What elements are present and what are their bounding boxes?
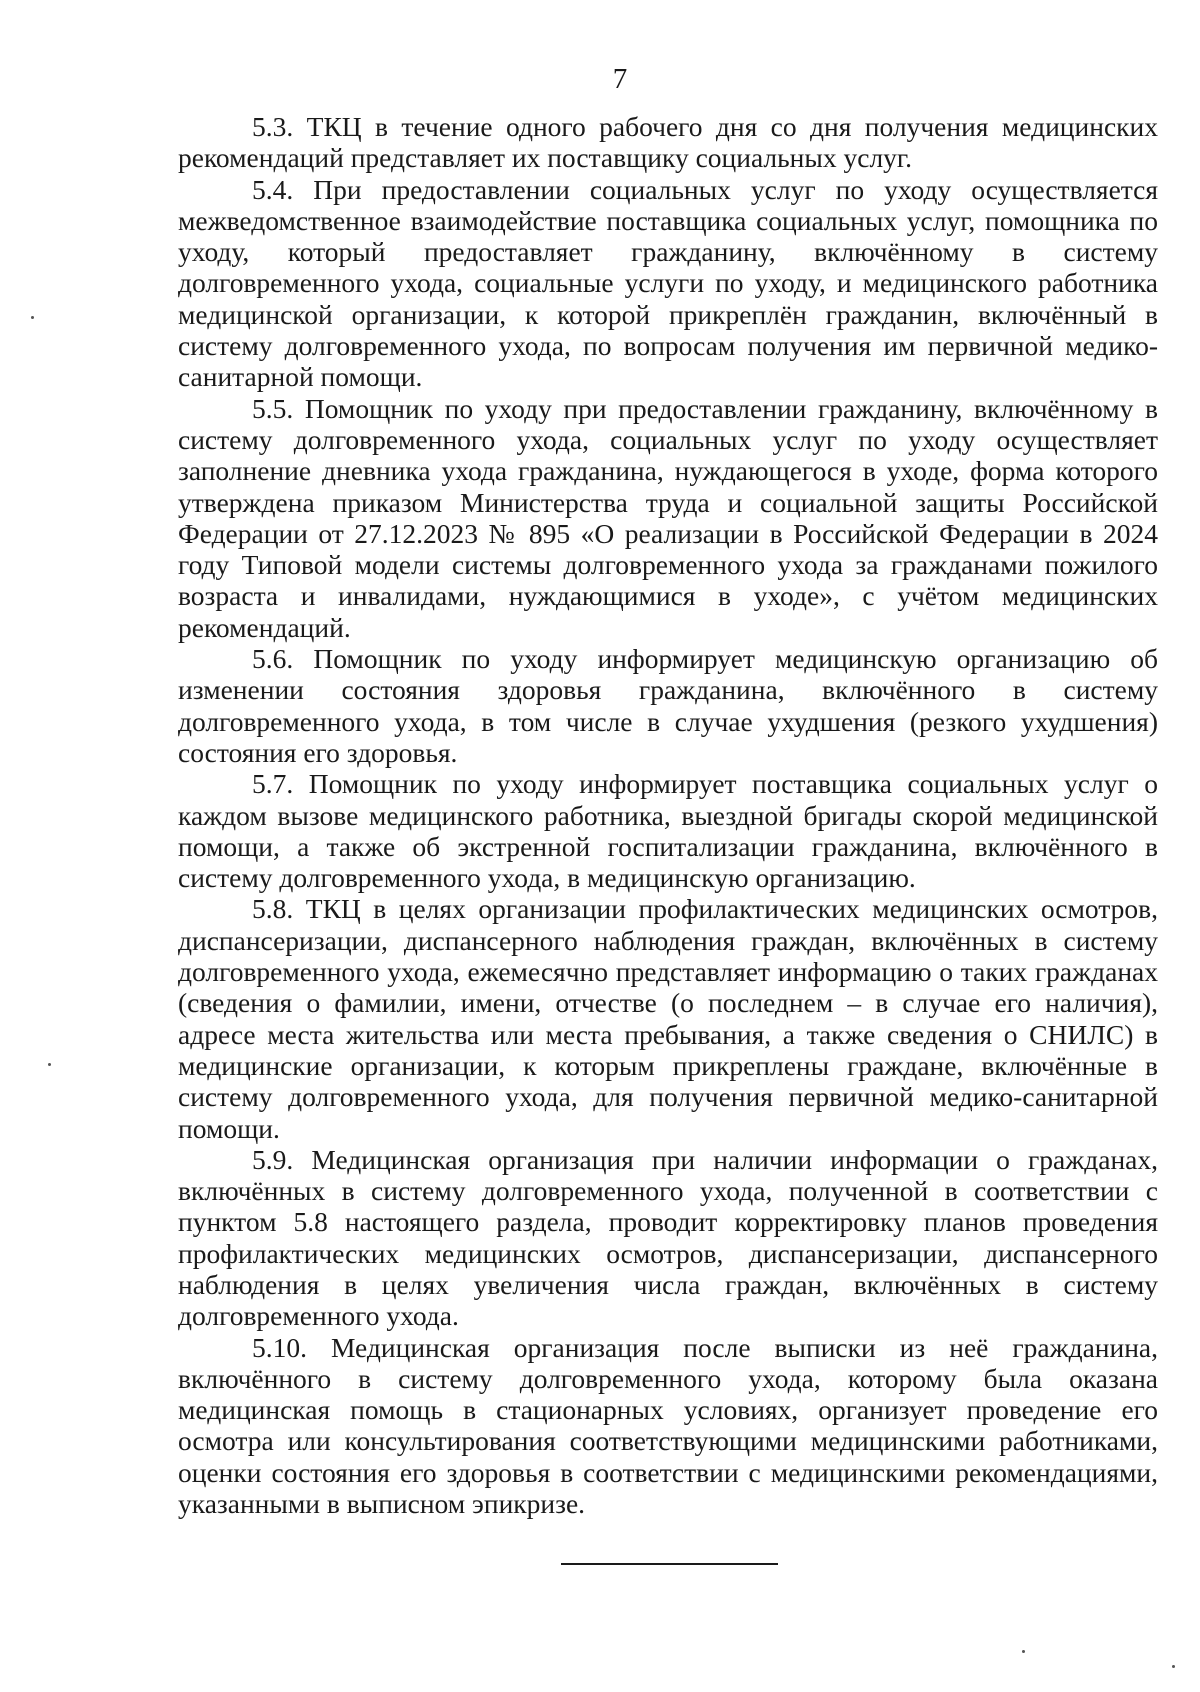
scan-speck <box>1172 1665 1175 1668</box>
scan-speck <box>31 316 34 319</box>
paragraph-5-4: 5.4. При предоставлении социальных услуг по уходу осуществляется межведомственное взаимодействие поставщика социальных услуг, помощника по уходу, который предоставляет гражданину, включённому в систему долговременного ухода, социальные услуги по уходу, и медицинского работника медицинской организации, к которой прикреплён гражданин, включённый в систему долговременного ухода, по вопросам получения им первичной медико-санитарной помощи. <box>178 173 1158 393</box>
paragraph-5-5: 5.5. Помощник по уходу при предоставлении гражданину, включённому в систему долговременного ухода, социальных услуг по уходу осуществляет заполнение дневника ухода гражданина, нуждающегося в уходе, форма которого утверждена приказом Министерства труда и социальной защиты Российской Федерации от 27.12.2023 № 895 «О реализации в Российской Федерации в 2024 году Типовой модели системы долговременного ухода за гражданами пожилого возраста и инвалидами, нуждающимися в уходе», с учётом медицинских рекомендаций. <box>178 392 1158 643</box>
paragraph-5-6: 5.6. Помощник по уходу информирует медицинскую организацию об изменении состояния здоровья гражданина, включённого в систему долговременного ухода, в том числе в случае ухудшения (резкого ухудшения) состояния его здоровья. <box>178 643 1158 768</box>
paragraph-5-8: 5.8. ТКЦ в целях организации профилактических медицинских осмотров, диспансеризации, диспансерного наблюдения граждан, включённых в систему долговременного ухода, ежемесячно представляет информацию о таких гражданах (сведения о фамилии, имени, отчестве (о последнем – в случае его наличия), адресе места жительства или места пребывания, а также сведения о СНИЛС) в медицинские организации, к которым прикреплены граждане, включённые в систему долговременного ухода, для получения первичной медико-санитарной помощи. <box>178 893 1158 1144</box>
paragraph-5-9: 5.9. Медицинская организация при наличии информации о гражданах, включённых в систему долговременного ухода, полученной в соответствии с пунктом 5.8 настоящего раздела, проводит корректировку планов проведения профилактических медицинских осмотров, диспансеризации, диспансерного наблюдения в целях увеличения числа граждан, включённых в систему долговременного ухода. <box>178 1143 1158 1332</box>
paragraph-5-10: 5.10. Медицинская организация после выписки из неё гражданина, включённого в систему долговременного ухода, которому была оказана медицинская помощь в стационарных условиях, организует проведение его осмотра или консультирования соответствующими медицинскими работниками, оценки состояния его здоровья в соответствии с медицинскими рекомендациями, указанными в выписном эпикризе. <box>178 1331 1158 1520</box>
page-number: 7 <box>612 63 628 95</box>
paragraph-5-3: 5.3. ТКЦ в течение одного рабочего дня со дня получения медицинских рекомендаций представляет их поставщику социальных услуг. <box>178 111 1158 174</box>
scan-speck <box>48 1063 51 1066</box>
paragraph-5-7: 5.7. Помощник по уходу информирует поставщика социальных услуг о каждом вызове медицинского работника, выездной бригады скорой медицинской помощи, а также об экстренной госпитализации гражданина, включённого в систему долговременного ухода, в медицинскую организацию. <box>178 768 1158 894</box>
end-of-text-rule <box>561 1563 778 1565</box>
document-body <box>178 111 1158 1519</box>
scan-speck <box>1022 1650 1025 1653</box>
